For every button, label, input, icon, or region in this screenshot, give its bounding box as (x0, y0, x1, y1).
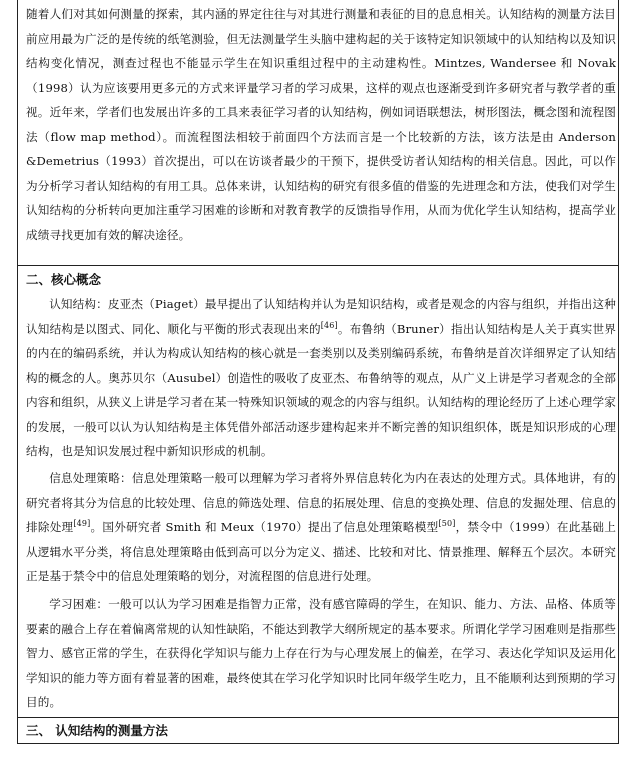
measurement-method-cell (18, 718, 618, 744)
citation-50: [50] (438, 519, 456, 529)
p2-text-c: ，禁令中（1999）在此基础上从逻辑水平分类，将信息处理策略由低到高可以分为定义、描述、比较和对比、情景推理、解释五个层次。本研究正是基于禁令中的信息处理策略的划分，对流程图的信息进行处理。 (26, 520, 616, 583)
p2-text-b: 。国外研究者 Smith 和 Meux（1970）提出了信息处理策略模型 (90, 520, 439, 534)
citation-49: [49] (73, 519, 91, 529)
paragraph-learning-difficulty: 学习困难：一般可以认为学习困难是指智力正常，没有感官障碍的学生，在知识、能力、方法、品格、体质等要素的融合上存在着偏离常规的认知性缺陷，不能达到教学大纲所规定的基本要求。所谓化学学习困难则是指那些智力、感官正常的学生，在获得化学知识与能力上存在行为与心理发展上的偏差，在学习、表达化学知识及运用化学知识的能力等方面有着显著的困难，最终使其在学习化学知识时比同年级学生吃力，且不能顺利达到预期的学习目的。 (26, 597, 616, 709)
p1-text-a: 认知结构：皮亚杰（Piaget）最早提出了认知结构并认为是知识结构，或者是观念的内容与组织，并指出这种认知结构是以图式、同化、顺化与平衡的形式表现出来的 (26, 297, 616, 336)
paragraph-cognitive-structure (26, 292, 616, 464)
p1-text-b: 。布鲁纳（Bruner）指出认知结构是人关于真实世界的内在的编码系统，并认为构成认知结构的核心就是一套类别以及类别编码系统，布鲁纳是首次详细界定了认知结构的概念的人。奥苏贝尔（Ausubel）创造性的吸收了皮亚杰、布鲁纳等的观点，从广义上讲是学习者观念的全部内容和组织，从狭义上讲是学习者在某一特殊知识领域的观念的内容与组织。认知结构的理论经历了上述心理学家的发展，一般可以认为认知结构是主体凭借外部活动逐步建构起来并不断完善的知识组织体，既是知识形成的心理结构，也是知识发展过程中新知识形成的机制。 (26, 321, 616, 458)
document-table (17, 0, 619, 744)
intro-cell (18, 0, 618, 266)
p2-text-a: 信息处理策略：信息处理策略一般可以理解为学习者将外界信息转化为内在表达的处理方式。具体地讲，有的研究者将其分为信息的比较处理、信息的筛选处理、信息的拓展处理、信息的变换处理、信息的发掘处理、信息的排除处理 (26, 471, 616, 534)
core-concepts-cell (18, 266, 618, 718)
intro-paragraph: 随着人们对其如何测量的探索，其内涵的界定往往与对其进行测量和表征的目的息息相关。认知结构的测量方法目前应用最为广泛的是传统的纸笔测验，但无法测量学生头脑中建构起的关于该特定知识领域中的认知结构以及知识结构变化情况，测查过程也不能显示学生在知识重组过程中的主动建构性。Mintzes, Wandersee 和 Novak（1998）认为应该要用更多元的方式来评量学习者的学习成果，这样的观点也逐渐受到许多研究者与教学者的重视。近年来，学者们也发展出许多的工具来表征学习者的认知结构，例如词语联想法，树形图法，概念图和流程图法（flow map method）。而流程图法相较于前面四个方法而言是一个比较新的方法，该方法是由 Anderson &Demetrius（1993）首次提出，可以在访谈者最少的干预下，提供受访者认知结构的相关信息。因此，可以作为分析学习者认知结构的有用工具。总体来讲，认知结构的研究有很多值的借鉴的先进理念和方法，使我们对学生认知结构的分析转向更加注重学习困难的诊断和对教育教学的反馈指导作用，从而为优化学生认知结构，提高学业成绩寻找更加有效的解决途径。 (26, 7, 616, 242)
section-heading-measurement: 三、 认知结构的测量方法 (26, 723, 168, 738)
section-heading-core-concepts: 二、核心概念 (26, 272, 102, 287)
paragraph-information-processing (26, 466, 616, 589)
citation-46: [46] (320, 320, 338, 330)
